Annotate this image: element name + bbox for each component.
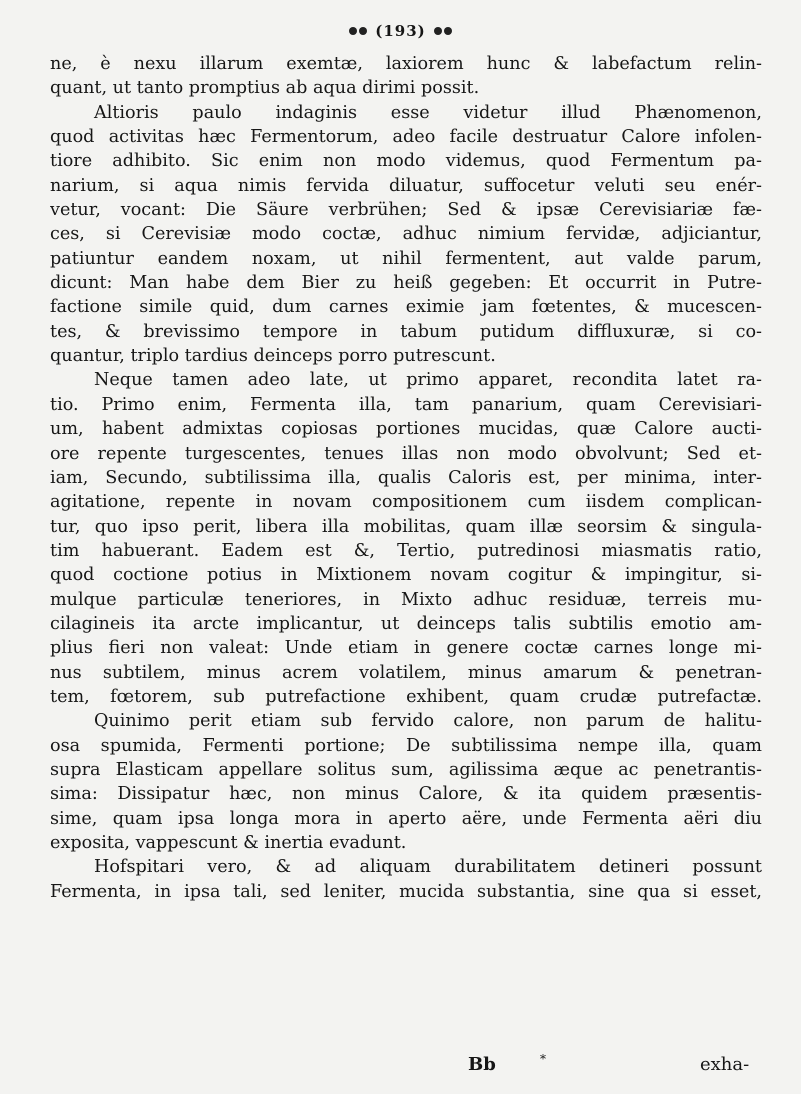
signature-mark: Bb	[468, 1054, 496, 1075]
text-line: nus subtilem, minus acrem volatilem, minus amarum & penetran-	[50, 662, 762, 683]
catchword: exha-	[700, 1054, 750, 1075]
text-line: Neque tamen adeo late, ut primo apparet, recondita latet ra-	[94, 370, 762, 391]
text-line: ces, si Cerevisiæ modo coctæ, adhuc nimium fervidæ, adjiciantur,	[50, 224, 762, 245]
text-line: sima: Dissipatur hæc, non minus Calore, & ita quidem præsentis-	[50, 784, 762, 805]
text-line: quant, ut tanto promptius ab aqua dirimi possit.	[50, 78, 480, 99]
text-line: sime, quam ipsa longa mora in aperto aëre, unde Fermenta aëri diu	[50, 808, 762, 829]
text-line: agitatione, repente in novam compositionem cum iisdem complican-	[50, 492, 762, 513]
ornament-left-icon	[347, 22, 369, 40]
text-line: Fermenta, in ipsa tali, sed leniter, mucida substantia, sine qua si esset,	[50, 881, 762, 902]
text-line: ore repente turgescentes, tenues illas non modo obvolvunt; Sed et-	[50, 443, 762, 464]
text-line: supra Elasticam appellare solitus sum, agilissima æque ac penetrantis-	[50, 759, 762, 780]
text-line: tiore adhibito. Sic enim non modo videmus, quod Fermentum pa-	[50, 151, 762, 172]
text-line: mulque particulæ teneriores, in Mixto adhuc residuæ, terreis mu-	[50, 589, 762, 610]
text-line: factione simile quid, dum carnes eximie jam fœtentes, & mucescen-	[50, 297, 762, 318]
signature-asterisk: *	[540, 1052, 546, 1066]
text-line: cilagineis ita arcte implicantur, ut deinceps talis subtilis emotio am-	[50, 613, 762, 634]
text-line: vetur, vocant: Die Säure verbrühen; Sed & ipsæ Cerevisiariæ fæ-	[50, 200, 762, 221]
page-header	[0, 16, 801, 46]
text-line: narium, si aqua nimis fervida diluatur, suffocetur veluti seu enér-	[50, 175, 762, 196]
body-text	[50, 52, 762, 904]
text-line: quod activitas hæc Fermentorum, adeo facile destruatur Calore infolen-	[50, 127, 762, 148]
page-footer	[0, 1054, 801, 1082]
text-line: tur, quo ipso perit, libera illa mobilitas, quam illæ seorsim & singula-	[50, 516, 762, 537]
page-number: (193)	[375, 22, 426, 40]
text-line: iam, Secundo, subtilissima illa, qualis Caloris est, per minima, inter-	[50, 467, 762, 488]
text-line: Quinimo perit etiam sub fervido calore, non parum de halitu-	[94, 711, 762, 732]
text-line: um, habent admixtas copiosas portiones mucidas, quæ Calore aucti-	[50, 419, 762, 440]
text-line: tio. Primo enim, Fermenta illa, tam panarium, quam Cerevisiari-	[50, 394, 762, 415]
text-line: quod coctione potius in Mixtionem novam cogitur & impingitur, si-	[50, 565, 762, 586]
text-line: Altioris paulo indaginis esse videtur illud Phænomenon,	[94, 102, 762, 123]
text-line: patiuntur eandem noxam, ut nihil fermentent, aut valde parum,	[50, 248, 762, 269]
text-line: tem, fœtorem, sub putrefactione exhibent, quam crudæ putrefactæ.	[50, 686, 762, 707]
text-line: plius fieri non valeat: Unde etiam in genere coctæ carnes longe mi-	[50, 638, 762, 659]
text-line: dicunt: Man habe dem Bier zu heiß gegeben: Et occurrit in Putre-	[50, 273, 762, 294]
text-line: quantur, triplo tardius deinceps porro putrescunt.	[50, 346, 496, 367]
text-line: tim habuerant. Eadem est &, Tertio, putredinosi miasmatis ratio,	[50, 540, 762, 561]
text-line: tes, & brevissimo tempore in tabum putidum diffluxuræ, si co-	[50, 321, 762, 342]
ornament-right-icon	[432, 22, 454, 40]
text-line: exposita, vappescunt & inertia evadunt.	[50, 833, 407, 853]
text-line: ne, è nexu illarum exemtæ, laxiorem hunc & labefactum relin-	[50, 54, 762, 74]
text-line: Hofspitari vero, & ad aliquam durabilitatem detineri possunt	[94, 857, 762, 878]
text-line: osa spumida, Fermenti portione; De subtilissima nempe illa, quam	[50, 735, 762, 756]
